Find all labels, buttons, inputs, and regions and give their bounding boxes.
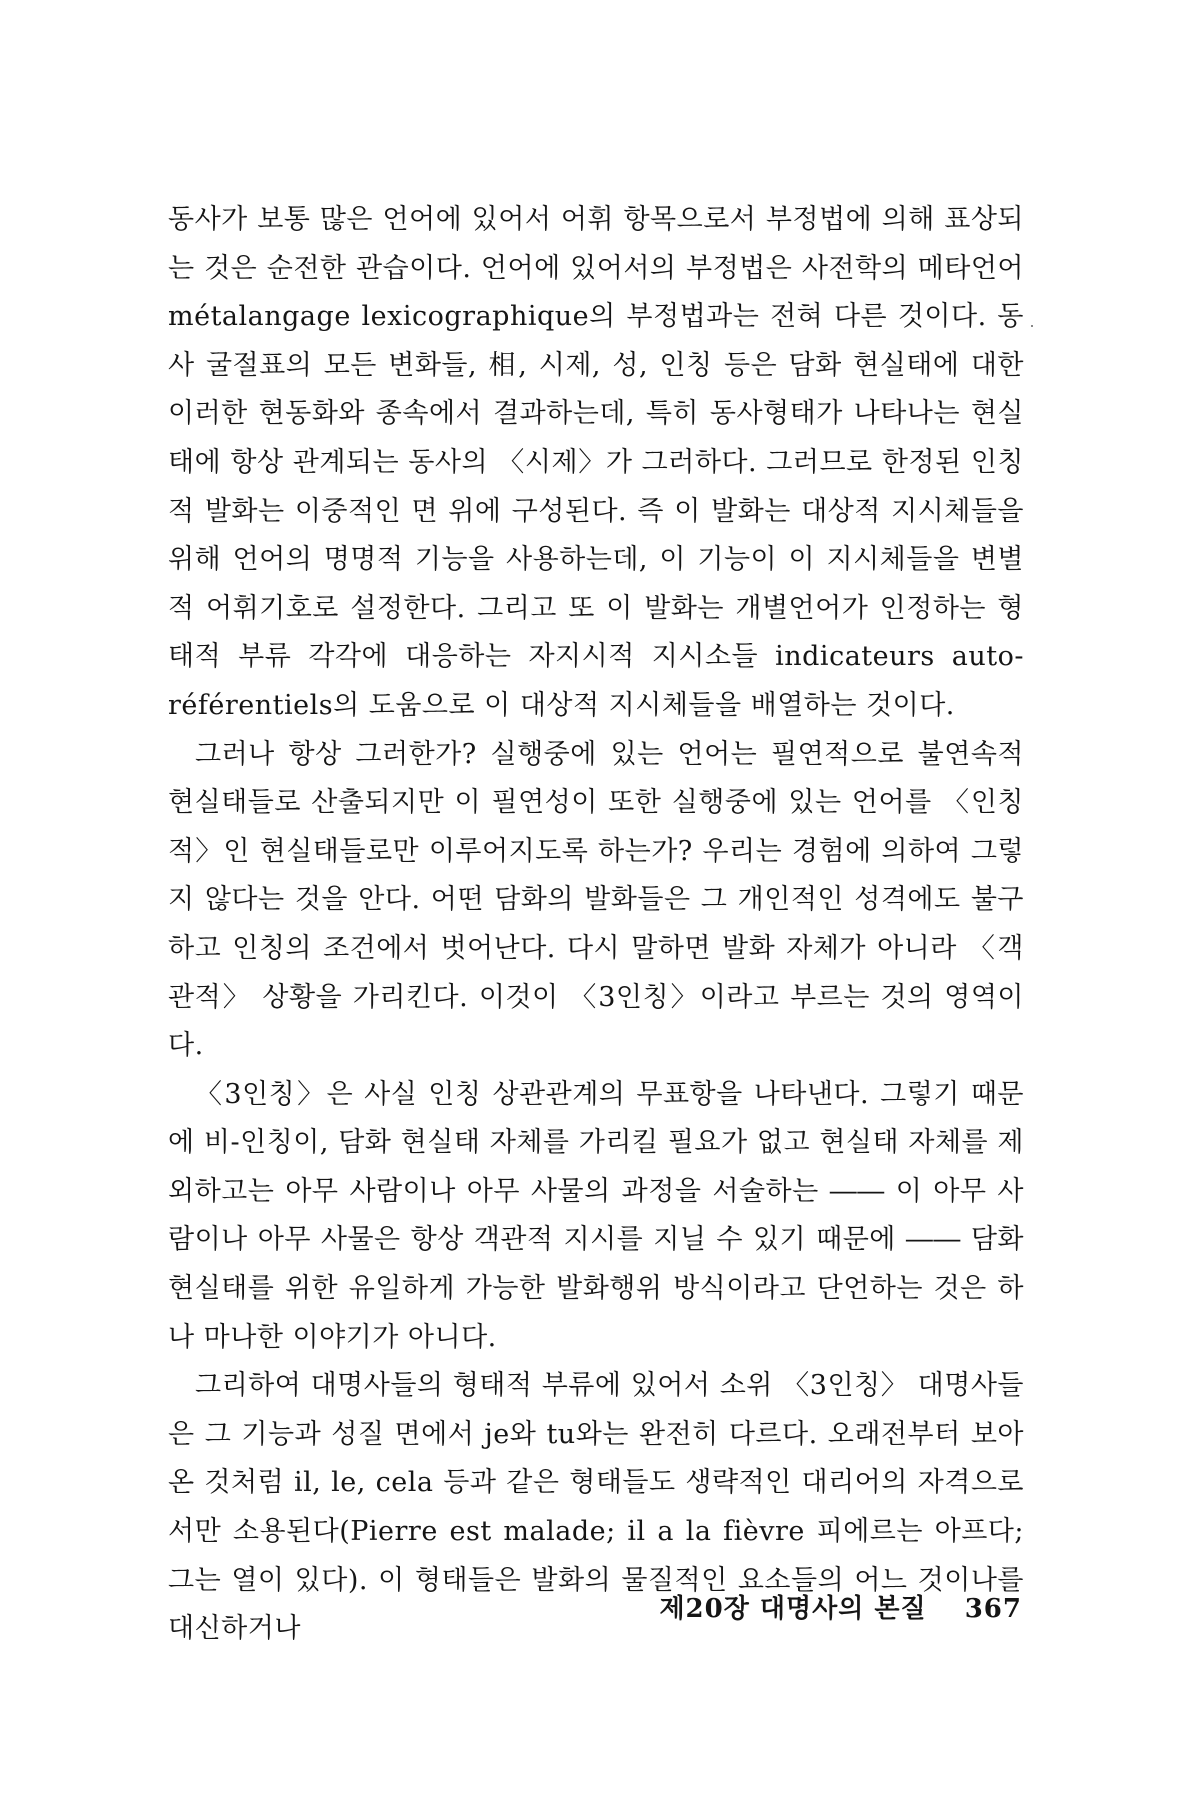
paragraph-1: 동사가 보통 많은 언어에 있어서 어휘 항목으로서 부정법에 의해 표상되는 것은 순전한 관습이다. 언어에 있어서의 부정법은 사전학의 메타언어 métalangage lexicographique의 부정법과는 전혀 다른 것이다. 동사 굴절표의 모든 변화들, 相, 시제, 성, 인칭 등은 담화 현실태에 대한 이러한 현동화와 종속에서 결과하는데, 특히 동사형태가 나타나는 현실태에 항상 관계되는 동사의 〈시제〉가 그러하다. 그러므로 한정된 인칭적 발화는 이중적인 면 위에 구성된다. 즉 이 발화는 대상적 지시체들을 위해 언어의 명명적 기능을 사용하는데, 이 기능이 이 지시체들을 변별적 어휘기호로 설정한다. 그리고 또 이 발화는 개별언어가 인정하는 형태적 부류 각각에 대응하는 자지시적 지시소들 indicateurs auto-référentiels의 도움으로 이 대상적 지시체들을 배열하는 것이다. [168, 204, 1024, 721]
running-footer [659, 1588, 1022, 1625]
scan-speck [1031, 325, 1033, 327]
paragraph-4: 그리하여 대명사들의 형태적 부류에 있어서 소위 〈3인칭〉 대명사들은 그 기능과 성질 면에서 je와 tu와는 완전히 다르다. 오래전부터 보아온 것처럼 il, le, cela 등과 같은 형태들도 생략적인 대리어의 자격으로서만 소용된다(Pierre est malade; il a la fièvre 피에르는 아프다; 그는 열이 있다). 이 형태들은 발화의 물질적인 요소들의 어느 것이나를 대신하거나 [168, 1370, 1024, 1645]
chapter-title: 제20장 대명사의 본질 [659, 1594, 927, 1624]
body-text [168, 196, 1024, 1654]
page-number: 367 [964, 1594, 1022, 1624]
paragraph-3: 〈3인칭〉은 사실 인칭 상관관계의 무표항을 나타낸다. 그렇기 때문에 비-인칭이, 담화 현실태 자체를 가리킬 필요가 없고 현실태 자체를 제외하고는 아무 사람이나 아무 사물의 과정을 서술하는 ―― 이 아무 사람이나 아무 사물은 항상 객관적 지시를 지닐 수 있기 때문에 ―― 담화 현실태를 위한 유일하게 가능한 발화행위 방식이라고 단언하는 것은 하나 마나한 이야기가 아니다. [168, 1078, 1024, 1353]
paragraph-2: 그러나 항상 그러한가? 실행중에 있는 언어는 필연적으로 불연속적 현실태들로 산출되지만 이 필연성이 또한 실행중에 있는 언어를 〈인칭적〉인 현실태들로만 이루어지도록 하는가? 우리는 경험에 의하여 그렇지 않다는 것을 안다. 어떤 담화의 발화들은 그 개인적인 성격에도 불구하고 인칭의 조건에서 벗어난다. 다시 말하면 발화 자체가 아니라 〈객관적〉 상황을 가리킨다. 이것이 〈3인칭〉이라고 부르는 것의 영역이다. [168, 738, 1024, 1062]
